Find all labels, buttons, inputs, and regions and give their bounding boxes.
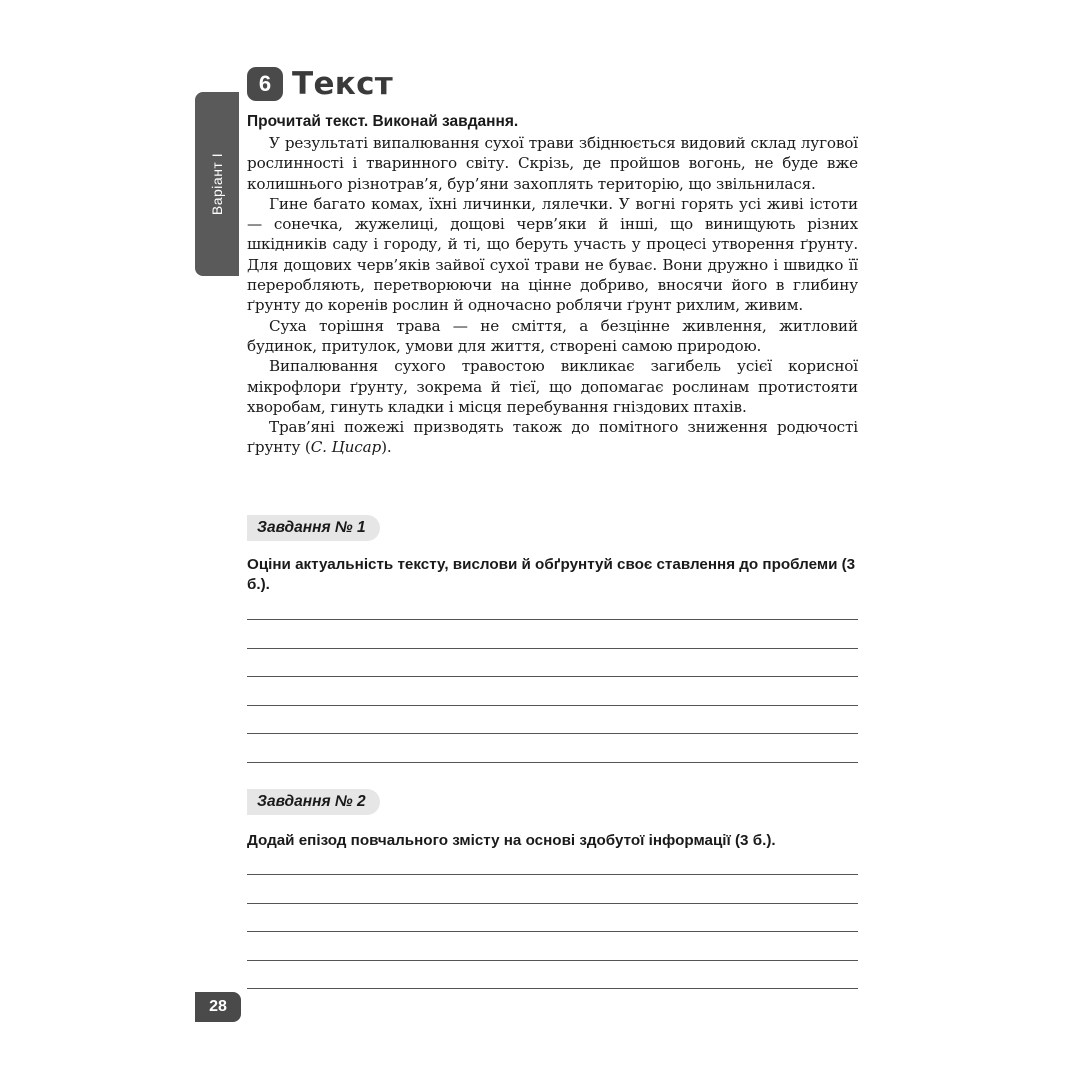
author-name: С. Цисар bbox=[310, 438, 382, 457]
task-2-label: Завдання № 2 bbox=[247, 789, 380, 815]
answer-line[interactable] bbox=[247, 676, 858, 677]
answer-line[interactable] bbox=[247, 874, 858, 875]
section-number-badge: 6 bbox=[247, 67, 283, 101]
reading-text bbox=[247, 133, 858, 458]
answer-line[interactable] bbox=[247, 705, 858, 706]
section-title: Текст bbox=[292, 66, 394, 102]
page-number-badge: 28 bbox=[195, 992, 241, 1022]
answer-line[interactable] bbox=[247, 988, 858, 989]
answer-line[interactable] bbox=[247, 648, 858, 649]
variant-label: Варіант І bbox=[209, 152, 225, 216]
task-1-label: Завдання № 1 bbox=[247, 515, 380, 541]
text-paragraph-last bbox=[247, 417, 858, 458]
task-1-question: Оціни актуальність тексту, вислови й обґрунтуй своє ставлення до проблеми (3 б.). bbox=[247, 556, 856, 593]
text-paragraph: Суха торішня трава — не сміття, а безцінне живлення, житловий будинок, притулок, умови для життя, створені самою природою. bbox=[247, 316, 858, 355]
last-paragraph-text: Трав’яні пожежі призводять також до помітного зниження родючості ґрунту ( bbox=[247, 418, 858, 457]
last-paragraph-closing: ). bbox=[381, 438, 392, 457]
answer-line[interactable] bbox=[247, 903, 858, 904]
section-header bbox=[247, 66, 393, 102]
text-paragraph: Випалювання сухого травостою викликає загибель усієї корисної мікрофлори ґрунту, зокрема й тієї, що допомагає рослинам протистояти хворобам, гинуть кладки і місця перебування гніздових птахів. bbox=[247, 357, 858, 416]
text-paragraph: У результаті випалювання сухої трави збіднюється видовий склад лугової рослинності і тваринного світу. Скрізь, де пройшов вогонь, не буде вже колишнього різнотрав’я, бур’яни захоплять територію, що звільнилася. bbox=[247, 134, 858, 193]
reading-instruction: Прочитай текст. Виконай завдання. bbox=[247, 113, 519, 130]
answer-line[interactable] bbox=[247, 762, 858, 763]
task-2-question: Додай епізод повчального змісту на основі здобутої інформації (3 б.). bbox=[247, 832, 776, 849]
variant-side-tab bbox=[195, 92, 239, 276]
answer-line[interactable] bbox=[247, 960, 858, 961]
text-paragraph: Гине багато комах, їхні личинки, лялечки. У вогні горять усі живі істоти — сонечка, жужелиці, дощові черв’яки й інші, що винищують різних шкідників саду і городу, й ті, що беруть участь у процесі утворення ґрунту. Для дощових черв’яків зайвої сухої трави не буває. Вони дружно і швидко її переробляють, перетворюючи на цінне добриво, вносячи його в глибину ґрунту до коренів рослин й одночасно роблячи ґрунт рихлим, живим. bbox=[247, 194, 858, 315]
answer-line[interactable] bbox=[247, 733, 858, 734]
answer-line[interactable] bbox=[247, 619, 858, 620]
answer-line[interactable] bbox=[247, 931, 858, 932]
